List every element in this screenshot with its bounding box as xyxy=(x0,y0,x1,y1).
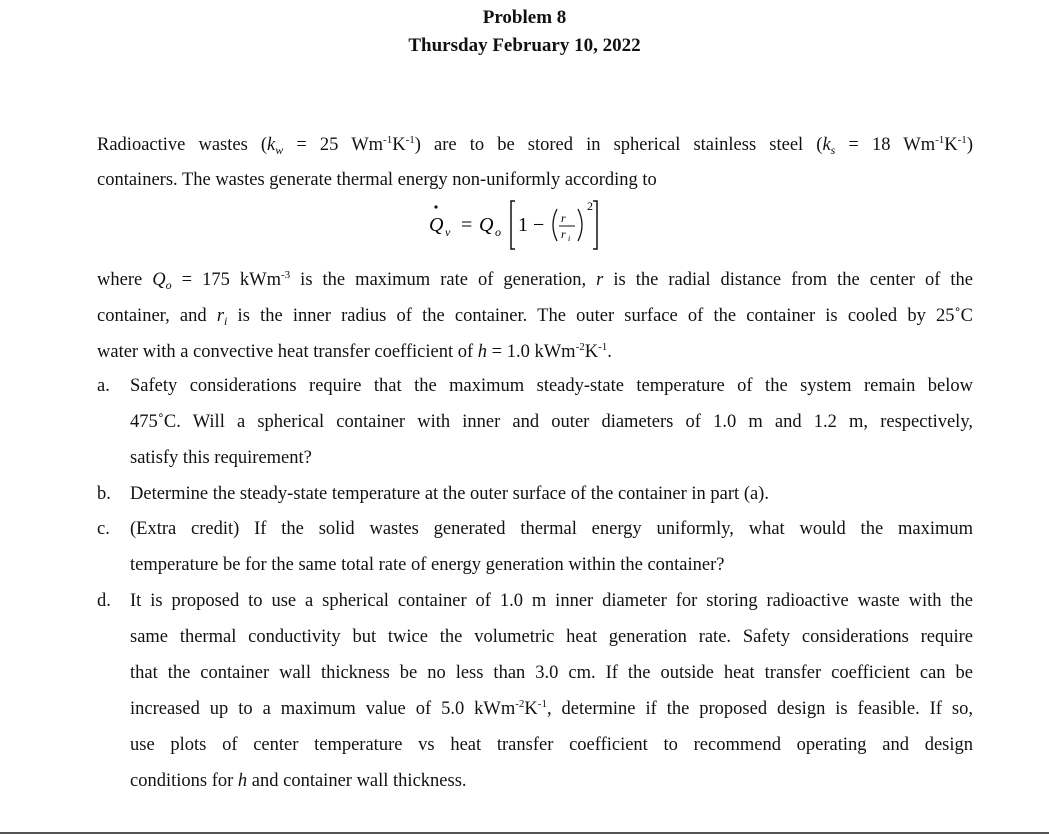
item-c-line-2: temperature be for the same total rate of energy generation within the container? xyxy=(130,555,725,575)
item-label: d. xyxy=(97,591,111,611)
eq-one: 1 xyxy=(518,214,528,236)
item-d-line-3: that the container wall thickness be no less than 3.0 cm. If the outside heat transfer coefficient can be xyxy=(130,663,973,683)
eq-frac-num: r xyxy=(561,211,566,225)
eq-frac-den: r xyxy=(561,227,566,241)
eq-equals: = xyxy=(461,214,473,236)
intro-line-2: containers. The wastes generate thermal energy non-uniformly according to xyxy=(97,170,657,190)
where-line-3: water with a convective heat transfer coefficient of h = 1.0 $kWm^{-2}K^{-1}$. xyxy=(97,341,612,362)
item-a-line-2: 475˚C. Will a spherical container with inner and outer diameters of 1.0 m and 1.2 m, respectively, xyxy=(130,412,973,432)
item-label: b. xyxy=(97,484,111,504)
where-line-2: container, and $r_i$ is the inner radius of the container. The outer surface of the container is cooled by 25˚C xyxy=(97,306,974,328)
heat-generation-equation xyxy=(427,193,627,253)
page-bottom-rule xyxy=(0,832,1049,834)
item-b-line-1: Determine the steady-state temperature at the outer surface of the container in part (a). xyxy=(130,484,769,504)
item-label: c. xyxy=(97,519,110,539)
item-a-line-3: satisfy this requirement? xyxy=(130,448,312,468)
where-line-1: where $Q_o = 175$ kWm$^{-3}$ is the maximum rate of generation, r is the radial distance from the center of the xyxy=(97,269,973,292)
eq-left-bracket xyxy=(511,201,515,249)
problem-title: Problem 8 xyxy=(482,7,567,28)
eq-left-paren xyxy=(553,209,557,241)
eq-lhs-sub: v xyxy=(445,225,451,239)
eq-frac-den-sub: i xyxy=(568,234,571,243)
item-d-line-5: use plots of center temperature vs heat transfer coefficient to recommend operating and design xyxy=(130,735,973,755)
eq-minus: − xyxy=(533,214,545,236)
eq-right-paren xyxy=(578,209,582,241)
item-d-line-6: conditions for h and container wall thickness. xyxy=(130,771,467,791)
eq-dot xyxy=(434,205,437,208)
item-label: a. xyxy=(97,376,110,396)
eq-rhs-sub: o xyxy=(495,225,501,239)
eq-right-bracket xyxy=(593,201,597,249)
item-a-line-1: Safety considerations require that the maximum steady-state temperature of the system remain below xyxy=(130,376,973,396)
item-d-line-2: same thermal conductivity but twice the volumetric heat generation rate. Safety considerations require xyxy=(130,627,973,647)
item-d-line-4: increased up to a maximum value of 5.0 $kWm^{-2}K^{-1}$, determine if the proposed design is feasible. If so, xyxy=(130,698,973,719)
item-c-line-1: (Extra credit) If the solid wastes generated thermal energy uniformly, what would the maximum xyxy=(130,519,973,539)
item-d-line-1: It is proposed to use a spherical container of 1.0 m inner diameter for storing radioactive waste with the xyxy=(130,591,973,611)
intro-line-1: Radioactive wastes ($k_w = 25$ $Wm^{-1}K^{-1}$) are to be stored in spherical stainless steel ($k_s = 18$ $Wm^{-1}K^{-1}$) xyxy=(97,134,973,157)
eq-power: 2 xyxy=(587,199,593,213)
eq-lhs-q: Q xyxy=(429,214,444,236)
problem-date: Thursday February 10, 2022 xyxy=(408,35,641,56)
eq-rhs-q: Q xyxy=(479,214,494,236)
